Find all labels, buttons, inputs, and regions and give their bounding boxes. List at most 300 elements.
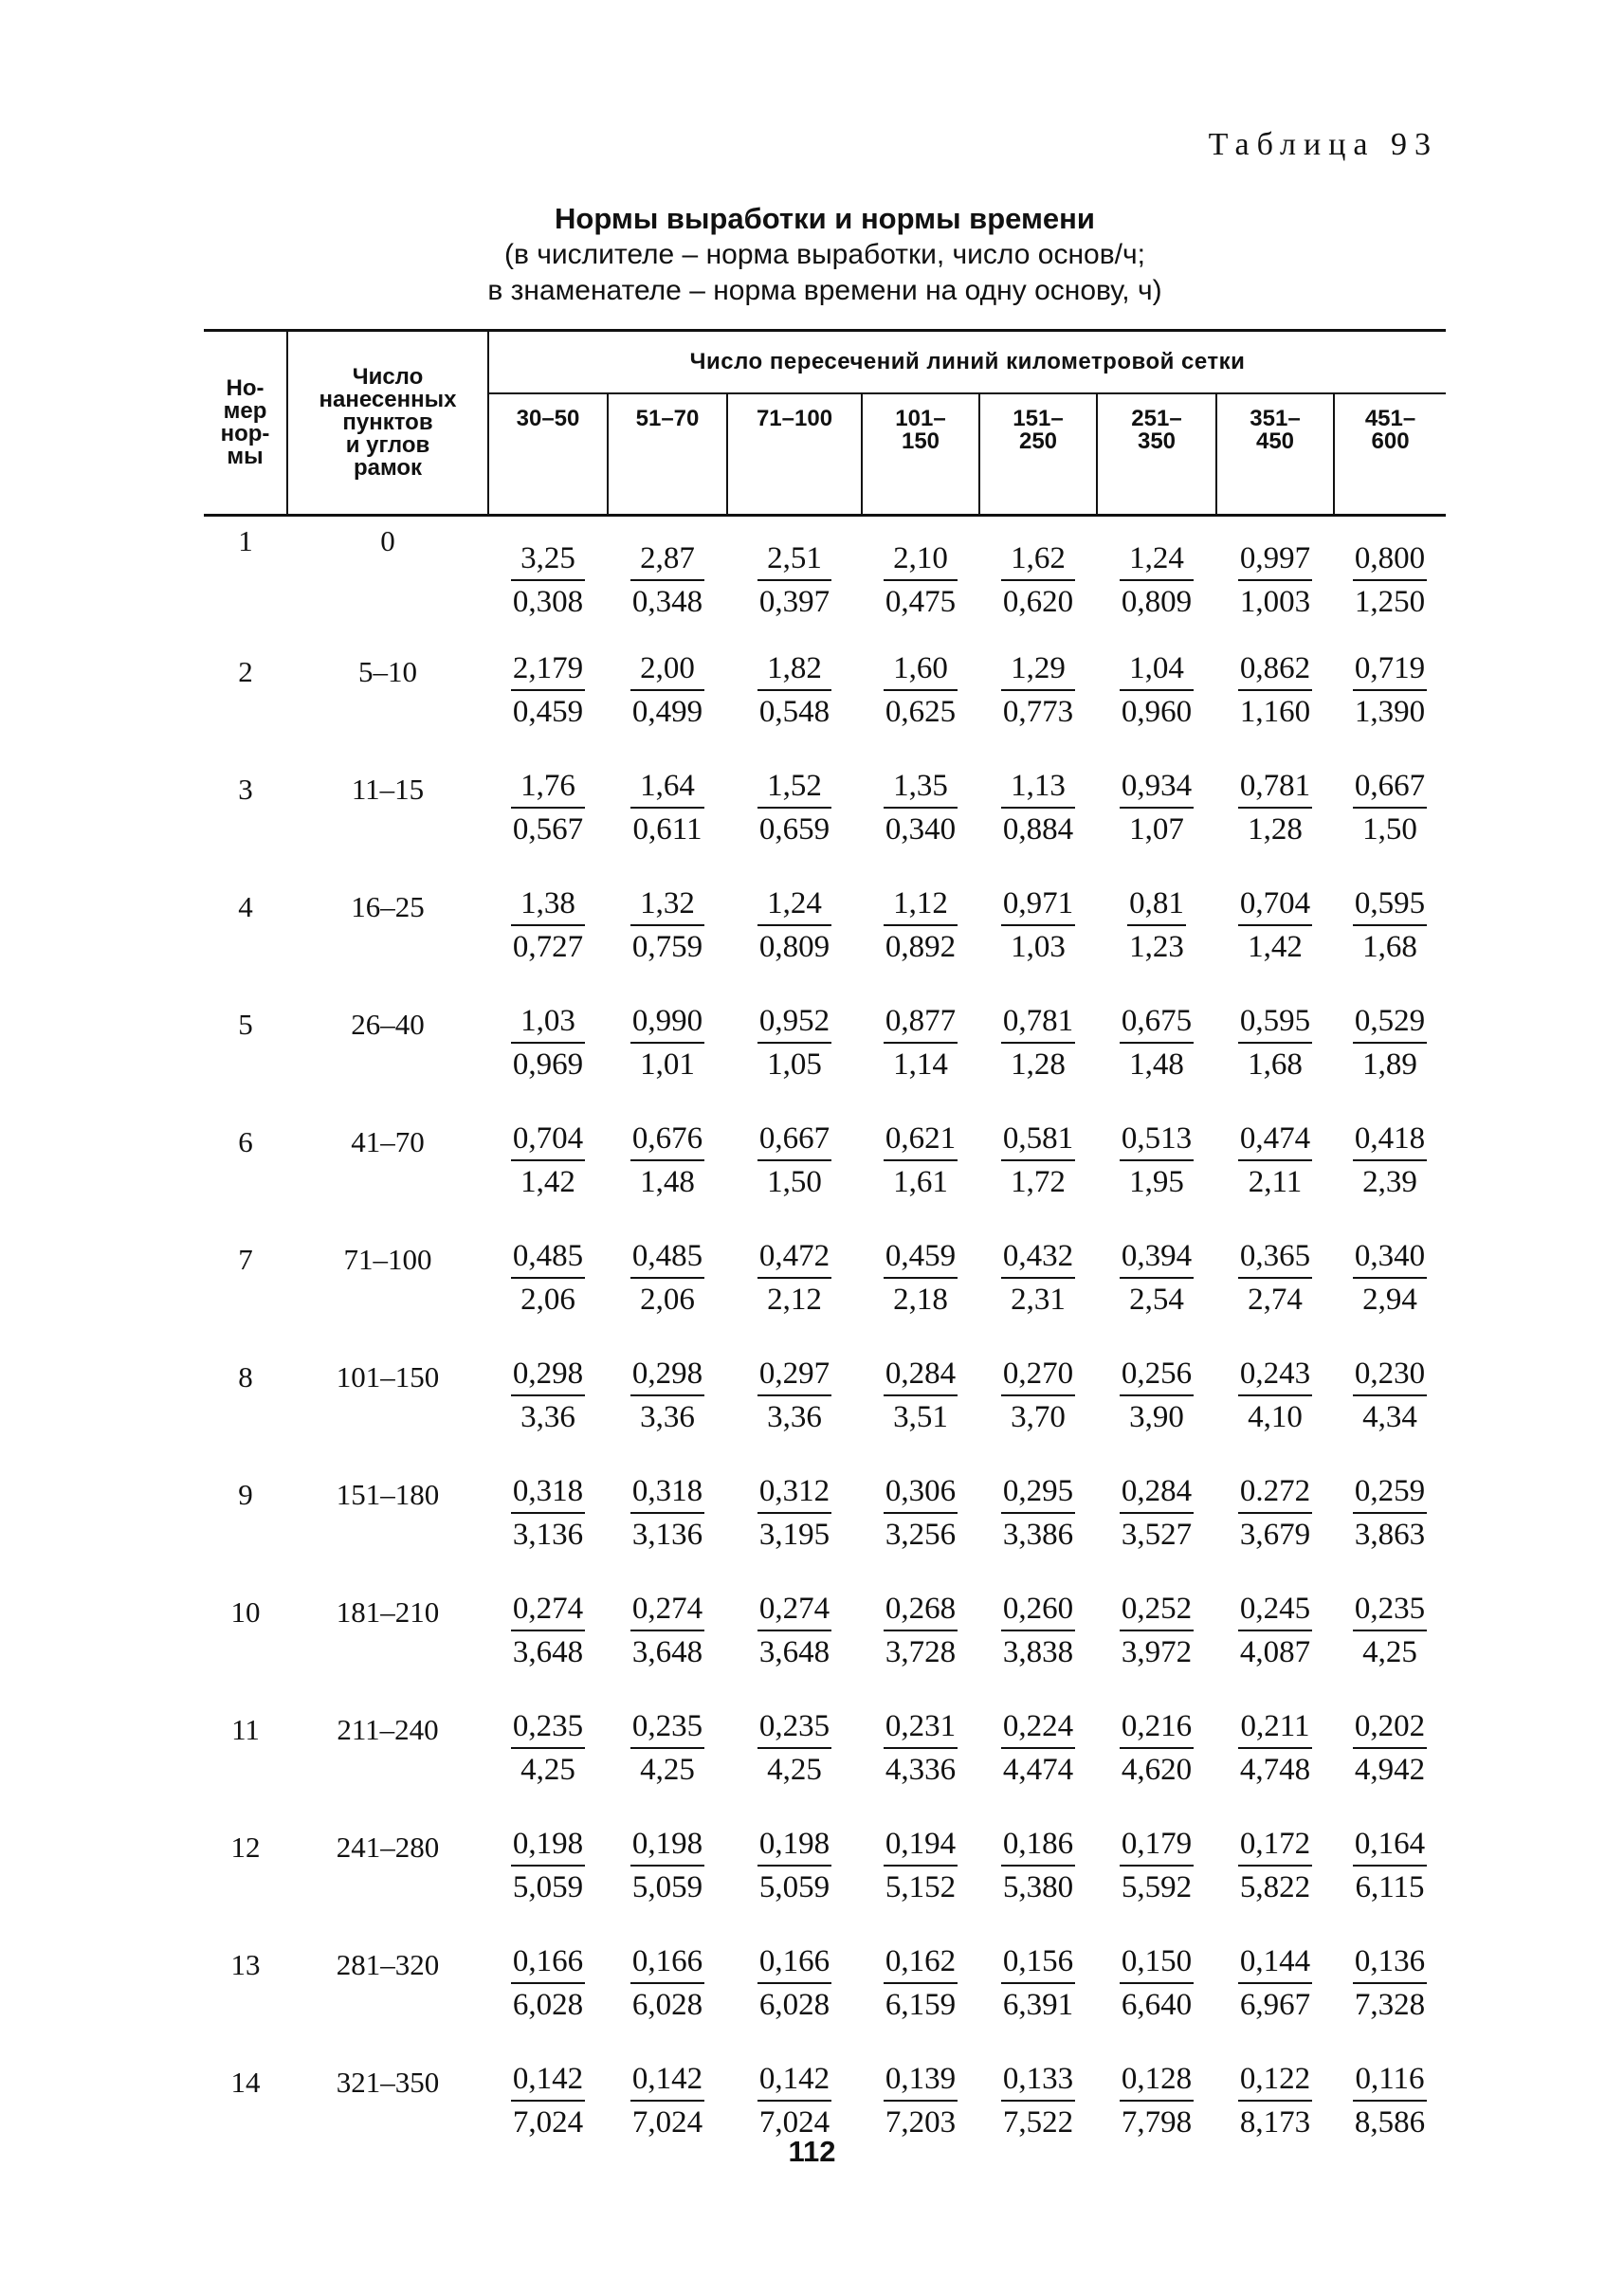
norm-fraction <box>1120 1235 1194 1321</box>
time-rate: 8,173 <box>1239 2105 1311 2140</box>
col-header-line: нанесенных <box>319 387 457 412</box>
table-row <box>204 883 1446 1000</box>
points-count: 41–70 <box>351 1125 425 1158</box>
norm-cell <box>488 883 608 1000</box>
norm-fraction <box>884 2058 958 2143</box>
output-rate: 0,952 <box>757 1000 831 1044</box>
table-row <box>204 1000 1446 1118</box>
range-header <box>1334 393 1446 516</box>
norm-cell <box>488 765 608 883</box>
norm-cell <box>488 516 608 648</box>
norm-fraction <box>511 1470 585 1556</box>
time-rate: 1,23 <box>1129 930 1184 964</box>
output-rate: 0,260 <box>1001 1588 1075 1631</box>
time-rate: 1,28 <box>1011 1047 1066 1082</box>
time-rate: 3,648 <box>631 1635 703 1669</box>
norm-fraction <box>884 647 958 733</box>
output-rate: 0,877 <box>884 1000 958 1044</box>
norm-fraction <box>1001 537 1075 623</box>
norm-cell <box>488 1588 608 1705</box>
norm-fraction <box>630 1118 704 1203</box>
norm-fraction <box>757 1470 831 1556</box>
output-rate: 0,432 <box>1001 1235 1075 1279</box>
norm-cell <box>1097 1235 1216 1353</box>
norm-cell <box>1216 647 1334 765</box>
col-header-line: рамок <box>353 455 423 481</box>
output-rate: 0,216 <box>1120 1705 1194 1749</box>
table-row <box>204 1235 1446 1353</box>
time-rate: 4,942 <box>1354 1753 1426 1787</box>
norm-fraction <box>1120 1000 1194 1085</box>
output-rate: 0,676 <box>630 1118 704 1161</box>
norm-fraction <box>630 1940 704 2026</box>
range-header <box>1216 393 1334 516</box>
time-rate: 4,087 <box>1239 1635 1311 1669</box>
norm-fraction <box>1353 883 1427 968</box>
norm-fraction <box>630 1235 704 1321</box>
norm-cell <box>1097 1588 1216 1705</box>
time-rate: 1,50 <box>1362 812 1417 847</box>
norm-fraction <box>630 2058 704 2143</box>
norm-fraction <box>1001 1705 1075 1791</box>
time-rate: 6,967 <box>1239 1988 1311 2022</box>
time-rate: 2,12 <box>767 1283 822 1317</box>
norm-cell <box>727 1118 862 1235</box>
norm-number: 1 <box>238 524 253 557</box>
norm-cell <box>979 1118 1097 1235</box>
norm-cell <box>488 1000 608 1118</box>
time-rate: 3,527 <box>1121 1518 1193 1552</box>
output-rate: 0,224 <box>1001 1705 1075 1749</box>
norm-fraction <box>884 1705 958 1791</box>
norm-cell <box>1097 1940 1216 2058</box>
time-rate: 0,884 <box>1002 812 1074 847</box>
output-rate: 1,32 <box>630 883 704 926</box>
norm-fraction <box>1001 883 1075 968</box>
output-rate: 0,128 <box>1120 2058 1194 2102</box>
norm-cell <box>1334 765 1446 883</box>
time-rate: 0,611 <box>632 812 703 847</box>
time-rate: 1,01 <box>640 1047 695 1082</box>
norm-cell <box>488 647 608 765</box>
output-rate: 0,81 <box>1127 883 1186 926</box>
output-rate: 1,52 <box>757 765 831 809</box>
norm-fraction <box>757 647 831 733</box>
norm-cell <box>1097 1353 1216 1470</box>
output-rate: 0,256 <box>1120 1353 1194 1396</box>
output-rate: 0,274 <box>630 1588 704 1631</box>
norm-fraction <box>884 1823 958 1908</box>
time-rate: 1,61 <box>893 1165 948 1199</box>
norm-fraction <box>1001 1470 1075 1556</box>
points-count: 101–150 <box>336 1360 440 1393</box>
norm-fraction <box>511 1823 585 1908</box>
norm-fraction <box>1238 1940 1312 2026</box>
col-header-line: нор- <box>220 421 270 446</box>
table-row <box>204 1940 1446 2058</box>
norm-fraction <box>884 1588 958 1673</box>
norm-cell <box>608 1235 727 1353</box>
norm-number: 6 <box>238 1125 253 1158</box>
norm-fraction <box>511 883 585 968</box>
time-rate: 1,003 <box>1239 585 1311 619</box>
time-rate: 6,028 <box>512 1988 584 2022</box>
norm-fraction <box>1120 537 1194 623</box>
norm-fraction <box>630 1353 704 1438</box>
output-rate: 1,24 <box>757 883 831 926</box>
norm-fraction <box>1120 1705 1194 1791</box>
norm-cell <box>1334 1940 1446 2058</box>
output-rate: 0,459 <box>884 1235 958 1279</box>
norm-fraction <box>630 1588 704 1673</box>
time-rate: 7,798 <box>1121 2105 1193 2140</box>
norm-fraction <box>511 1353 585 1438</box>
time-rate: 3,648 <box>758 1635 830 1669</box>
output-rate: 0,259 <box>1353 1470 1427 1514</box>
norm-fraction <box>884 1940 958 2026</box>
time-rate: 3,136 <box>631 1518 703 1552</box>
norm-cell <box>979 1588 1097 1705</box>
output-rate: 0,781 <box>1238 765 1312 809</box>
norm-cell <box>1334 883 1446 1000</box>
time-rate: 2,74 <box>1248 1283 1303 1317</box>
norm-fraction <box>757 1705 831 1791</box>
norm-cell <box>727 1470 862 1588</box>
output-rate: 0.272 <box>1238 1470 1312 1514</box>
output-rate: 1,04 <box>1120 647 1194 691</box>
norm-number: 8 <box>238 1360 253 1393</box>
time-rate: 4,748 <box>1239 1753 1311 1787</box>
range-header-line: 451– <box>1364 406 1416 431</box>
norm-fraction <box>1127 883 1186 968</box>
norm-fraction <box>1120 647 1194 733</box>
norm-cell <box>862 1823 979 1940</box>
range-header <box>727 393 862 516</box>
norm-fraction <box>1353 1823 1427 1908</box>
norm-fraction <box>1001 2058 1075 2143</box>
output-rate: 0,142 <box>757 2058 831 2102</box>
norm-number: 5 <box>238 1008 253 1041</box>
range-header-line: 101– <box>895 406 946 431</box>
norm-number: 2 <box>238 655 253 688</box>
time-rate: 0,308 <box>512 585 584 619</box>
norm-fraction <box>1238 2058 1312 2143</box>
norm-number: 7 <box>238 1243 253 1276</box>
time-rate: 3,863 <box>1354 1518 1426 1552</box>
points-count: 0 <box>380 524 395 557</box>
output-rate: 0,245 <box>1238 1588 1312 1631</box>
norm-fraction <box>1353 1000 1427 1085</box>
norm-cell <box>1334 1588 1446 1705</box>
time-rate: 2,11 <box>1248 1165 1303 1199</box>
norm-fraction <box>1353 2058 1427 2143</box>
time-rate: 0,892 <box>885 930 957 964</box>
time-rate: 4,25 <box>767 1753 822 1787</box>
output-rate: 0,274 <box>757 1588 831 1631</box>
time-rate: 6,391 <box>1002 1988 1074 2022</box>
norm-cell <box>1097 1470 1216 1588</box>
norm-fraction <box>1353 1940 1427 2026</box>
output-rate: 0,990 <box>630 1000 704 1044</box>
norm-cell <box>1097 1823 1216 1940</box>
time-rate: 3,256 <box>885 1518 957 1552</box>
output-rate: 0,235 <box>630 1705 704 1749</box>
norm-fraction <box>884 1353 958 1438</box>
output-rate: 0,667 <box>1353 765 1427 809</box>
table-label: Таблица 93 <box>1208 127 1438 162</box>
norm-fraction <box>1120 1940 1194 2026</box>
output-rate: 2,179 <box>511 647 585 691</box>
time-rate: 1,14 <box>893 1047 948 1082</box>
output-rate: 0,166 <box>511 1940 585 1984</box>
norm-cell <box>979 1353 1097 1470</box>
norm-cell <box>862 1588 979 1705</box>
norm-cell <box>488 1470 608 1588</box>
time-rate: 0,625 <box>885 695 957 729</box>
norm-fraction <box>757 1940 831 2026</box>
time-rate: 5,059 <box>512 1870 584 1904</box>
output-rate: 0,122 <box>1238 2058 1312 2102</box>
norm-cell <box>1334 1118 1446 1235</box>
norm-fraction <box>757 883 831 968</box>
output-rate: 0,172 <box>1238 1823 1312 1867</box>
norm-fraction <box>1238 647 1312 733</box>
time-rate: 2,39 <box>1362 1165 1417 1199</box>
norm-fraction <box>884 765 958 850</box>
output-rate: 0,284 <box>1120 1470 1194 1514</box>
norm-cell <box>979 1470 1097 1588</box>
norm-cell <box>488 1705 608 1823</box>
time-rate: 3,195 <box>758 1518 830 1552</box>
norm-cell <box>1097 883 1216 1000</box>
norm-cell <box>979 1235 1097 1353</box>
norm-cell <box>727 1353 862 1470</box>
output-rate: 0,595 <box>1353 883 1427 926</box>
time-rate: 1,95 <box>1129 1165 1184 1199</box>
time-rate: 4,10 <box>1248 1400 1303 1434</box>
norm-cell <box>1216 1705 1334 1823</box>
norm-cell <box>488 1940 608 2058</box>
norm-cell <box>979 883 1097 1000</box>
norm-fraction <box>1353 1588 1427 1673</box>
output-rate: 1,82 <box>757 647 831 691</box>
norm-fraction <box>1353 1353 1427 1438</box>
norm-cell <box>608 1823 727 1940</box>
time-rate: 3,972 <box>1121 1635 1193 1669</box>
output-rate: 0,274 <box>511 1588 585 1631</box>
norm-fraction <box>1238 537 1312 623</box>
norm-fraction <box>1353 647 1427 733</box>
time-rate: 1,05 <box>767 1047 822 1082</box>
time-rate: 0,809 <box>1121 585 1193 619</box>
output-rate: 0,194 <box>884 1823 958 1867</box>
range-header-line: 151– <box>1013 406 1064 431</box>
norm-cell <box>608 765 727 883</box>
norm-fraction <box>757 765 831 850</box>
norm-fraction <box>630 1000 704 1085</box>
norm-cell <box>1097 765 1216 883</box>
norm-cell <box>979 765 1097 883</box>
norm-fraction <box>1238 1118 1312 1203</box>
time-rate: 1,50 <box>767 1165 822 1199</box>
time-rate: 0,348 <box>631 585 703 619</box>
time-rate: 4,336 <box>885 1753 957 1787</box>
output-rate: 0,133 <box>1001 2058 1075 2102</box>
page-number: 112 <box>788 2135 836 2168</box>
range-header-line: 71–100 <box>756 406 833 431</box>
norm-fraction <box>1238 1823 1312 1908</box>
norm-cell <box>608 1000 727 1118</box>
norm-cell <box>862 647 979 765</box>
norm-fraction <box>511 2058 585 2143</box>
norm-fraction <box>1353 765 1427 850</box>
time-rate: 7,024 <box>631 2105 703 2140</box>
output-rate: 0,235 <box>757 1705 831 1749</box>
time-rate: 1,48 <box>1129 1047 1184 1082</box>
points-count: 5–10 <box>358 655 417 688</box>
time-rate: 0,969 <box>512 1047 584 1082</box>
time-rate: 1,28 <box>1248 812 1303 847</box>
norm-cell <box>1334 1823 1446 1940</box>
output-rate: 0,243 <box>1238 1353 1312 1396</box>
norm-fraction <box>1001 1118 1075 1203</box>
norm-number: 4 <box>238 890 253 923</box>
points-count: 321–350 <box>336 2066 440 2099</box>
time-rate: 3,36 <box>640 1400 695 1434</box>
output-rate: 0,198 <box>511 1823 585 1867</box>
norm-fraction <box>1120 2058 1194 2143</box>
time-rate: 0,659 <box>758 812 830 847</box>
norm-cell <box>1334 647 1446 765</box>
time-rate: 5,592 <box>1121 1870 1193 1904</box>
time-rate: 5,059 <box>631 1870 703 1904</box>
time-rate: 3,51 <box>893 1400 948 1434</box>
norm-cell <box>608 647 727 765</box>
time-rate: 4,474 <box>1002 1753 1074 1787</box>
output-rate: 0,211 <box>1238 1705 1312 1749</box>
norm-cell <box>862 765 979 883</box>
norm-cell <box>727 1235 862 1353</box>
output-rate: 1,60 <box>884 647 958 691</box>
table-titles <box>204 201 1446 309</box>
time-rate: 5,059 <box>758 1870 830 1904</box>
output-rate: 0,862 <box>1238 647 1312 691</box>
norm-fraction <box>1001 1000 1075 1085</box>
output-rate: 1,13 <box>1001 765 1075 809</box>
time-rate: 4,34 <box>1362 1400 1417 1434</box>
output-rate: 0,142 <box>511 2058 585 2102</box>
range-header-line: 30–50 <box>516 406 580 431</box>
output-rate: 0,719 <box>1353 647 1427 691</box>
time-rate: 3,386 <box>1002 1518 1074 1552</box>
norm-cell <box>1334 1235 1446 1353</box>
norm-cell <box>727 1000 862 1118</box>
range-header <box>608 393 727 516</box>
time-rate: 0,809 <box>758 930 830 964</box>
time-rate: 0,773 <box>1002 695 1074 729</box>
norm-cell <box>1216 1588 1334 1705</box>
time-rate: 1,390 <box>1354 695 1426 729</box>
output-rate: 0,365 <box>1238 1235 1312 1279</box>
output-rate: 0,136 <box>1353 1940 1427 1984</box>
norm-cell <box>608 516 727 648</box>
norm-cell <box>727 1823 862 1940</box>
norm-cell <box>1216 1353 1334 1470</box>
output-rate: 2,87 <box>630 537 704 581</box>
time-rate: 4,25 <box>520 1753 575 1787</box>
norm-cell <box>608 883 727 1000</box>
range-header <box>979 393 1097 516</box>
output-rate: 0,595 <box>1238 1000 1312 1044</box>
norm-fraction <box>1353 1705 1427 1791</box>
output-rate: 0,179 <box>1120 1823 1194 1867</box>
norm-cell <box>862 516 979 648</box>
norm-cell <box>608 1940 727 2058</box>
norm-fraction <box>884 883 958 968</box>
time-rate: 1,72 <box>1011 1165 1066 1199</box>
points-count: 211–240 <box>337 1713 439 1746</box>
norm-fraction <box>884 537 958 623</box>
output-rate: 0,704 <box>1238 883 1312 926</box>
time-rate: 4,25 <box>640 1753 695 1787</box>
norm-cell <box>862 883 979 1000</box>
output-rate: 0,781 <box>1001 1000 1075 1044</box>
output-rate: 1,76 <box>511 765 585 809</box>
time-rate: 3,90 <box>1129 1400 1184 1434</box>
output-rate: 0,268 <box>884 1588 958 1631</box>
range-header-line: 150 <box>901 428 940 454</box>
norm-fraction <box>1238 1235 1312 1321</box>
output-rate: 0,297 <box>757 1353 831 1396</box>
norm-fraction <box>630 1470 704 1556</box>
time-rate: 1,42 <box>520 1165 575 1199</box>
output-rate: 1,38 <box>511 883 585 926</box>
norm-fraction <box>630 883 704 968</box>
norm-fraction <box>511 1000 585 1085</box>
time-rate: 1,07 <box>1129 812 1184 847</box>
norm-fraction <box>757 1118 831 1203</box>
norm-cell <box>862 1353 979 1470</box>
norm-fraction <box>1120 1118 1194 1203</box>
time-rate: 7,328 <box>1354 1988 1426 2022</box>
time-rate: 3,36 <box>520 1400 575 1434</box>
norm-cell <box>862 1705 979 1823</box>
norm-fraction <box>511 537 585 623</box>
norm-fraction <box>1001 765 1075 850</box>
norm-cell <box>979 1000 1097 1118</box>
range-header-line: 450 <box>1255 428 1295 454</box>
time-rate: 0,397 <box>758 585 830 619</box>
output-rate: 0,164 <box>1353 1823 1427 1867</box>
norm-number: 12 <box>230 1831 261 1864</box>
output-rate: 0,581 <box>1001 1118 1075 1161</box>
output-rate: 0,284 <box>884 1353 958 1396</box>
col-header-norm-number <box>204 331 287 516</box>
norm-cell <box>979 1823 1097 1940</box>
norm-cell <box>608 1118 727 1235</box>
time-rate: 6,640 <box>1121 1988 1193 2022</box>
time-rate: 3,838 <box>1002 1635 1074 1669</box>
table-subtitle-line-2: в знаменателе – норма времени на одну основу, ч) <box>487 275 1162 306</box>
time-rate: 0,475 <box>885 585 957 619</box>
time-rate: 3,36 <box>767 1400 822 1434</box>
output-rate: 0,142 <box>630 2058 704 2102</box>
norm-fraction <box>1001 1823 1075 1908</box>
norm-fraction <box>1001 647 1075 733</box>
output-rate: 0,235 <box>511 1705 585 1749</box>
norm-cell <box>488 1823 608 1940</box>
norm-fraction <box>511 765 585 850</box>
